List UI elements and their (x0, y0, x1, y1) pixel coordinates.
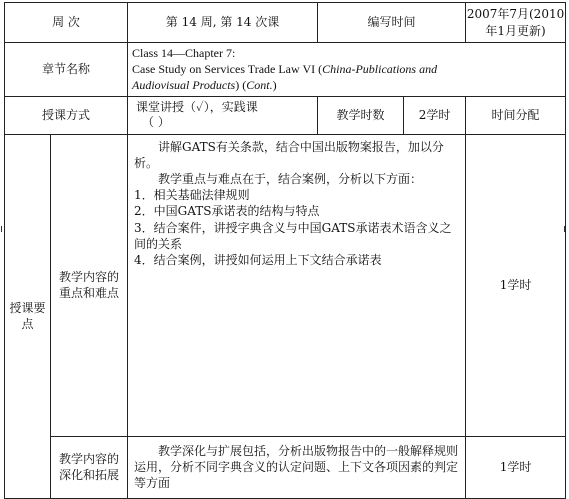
syllabus-table (4, 2, 566, 499)
key-points-label: 教学内容的重点和难点 (51, 134, 128, 436)
chapter-title (128, 43, 566, 97)
right-margin-mark (564, 226, 569, 232)
method-label: 授课方式 (5, 96, 128, 134)
key-points-focus: 教学重点与难点在于，结合案例，分析以下方面： (158, 171, 423, 186)
hours-value: 2学时 (404, 96, 466, 134)
chapter-line-3: Audiovisual Products) (Cont.) (132, 78, 277, 93)
chapter-label: 章节名称 (5, 43, 128, 97)
section-label: 授课要点 (5, 134, 51, 498)
method-value (128, 96, 318, 134)
allocation-label: 时间分配 (466, 96, 566, 134)
date-label: 编写时间 (318, 3, 466, 43)
key-point-item: 3．结合案件，讲授字典含义与中国GATS承诺表术语含义之间的关系 (134, 220, 452, 251)
key-point-item: 2．中国GATS承诺表的结构与特点 (134, 204, 320, 219)
method-row (5, 96, 566, 134)
chapter-line-1: Class 14—Chapter 7: (132, 46, 236, 60)
key-points-row (5, 134, 566, 436)
key-point-item: 1．相关基础法律规则 (134, 188, 250, 203)
lecture-mode-sub: （ ） (142, 114, 170, 129)
key-points-intro: 讲解GATS有关条款，结合中国出版物案报告，加以分析。 (134, 139, 444, 170)
key-point-item: 4．结合案例，讲授如何运用上下文结合承诺表 (134, 252, 382, 267)
chapter-row (5, 43, 566, 97)
extension-content: 教学深化与扩展包括，分析出版物报告中的一般解释规则运用，分析不同字典含义的认定问题、上下文各项因素的判定等方面 (128, 436, 466, 498)
extension-label: 教学内容的深化和拓展 (51, 436, 128, 498)
week-label: 周 次 (5, 3, 128, 43)
lecture-mode: 课堂讲授（✓），实践课 (136, 99, 258, 114)
chapter-line-2: Case Study on Services Trade Law VI (China-Publications and (132, 62, 438, 77)
week-value: 第 14 周, 第 14 次课 (128, 3, 318, 43)
key-points-time: 1学时 (466, 134, 566, 436)
hours-label: 教学时数 (318, 96, 404, 134)
left-margin-mark (1, 226, 6, 232)
date-value: 2007年7月(2010年1月更新) (466, 3, 566, 43)
extension-time: 1学时 (466, 436, 566, 498)
key-points-content (128, 134, 466, 436)
week-row (5, 3, 566, 43)
